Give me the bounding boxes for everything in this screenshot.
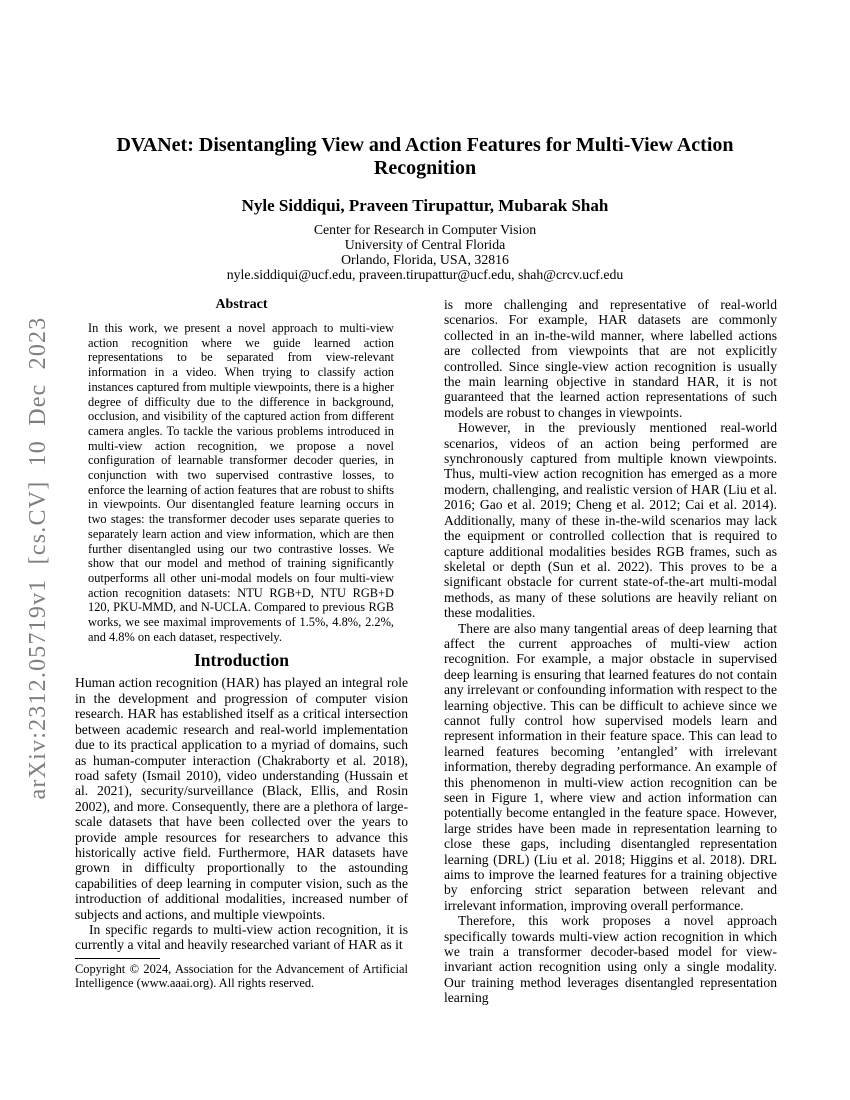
abstract-text: In this work, we present a novel approach to multi-view action recognition where we guide learned action representations to be separated from view-relevant information in a video. When trying to classify action instances captured from multiple viewpoints, there is a higher degree of difficulty due to the difference in background, occlusion, and visibility of the captured action from different camera angles. To tackle the various problems introduced in multi-view action recognition, we propose a novel configuration of learnable transformer decoder queries, in conjunction with two supervised contrastive losses, to enforce the learning of action features that are robust to shifts in viewpoints. Our disentangled feature learning occurs in two stages: the transformer decoder uses separate queries to separately learn action and view information, which are then further disentangled using our two contrastive losses. We show that our model and method of training significantly outperforms all other uni-modal models on four multi-view action recognition datasets: NTU RGB+D, NTU RGB+D 120, PKU-MMD, and N-UCLA. Compared to previous RGB works, we see maximal improvements of 1.5%, 4.8%, 2.2%, and 4.8% on each dataset, respectively. [88,321,394,644]
right-column-paragraph-3: There are also many tangential areas of deep learning that affect the current approaches of multi-view action recognition. For example, a major obstacle in supervised deep learning is ensuring that learned features do not contain any irrelevant or confounding information with respect to the learning objective. This can be difficult to achieve since we cannot fully control how supervised models learn and represent information in their feature space. This can lead to learned features becoming ’entangled’ with irrelevant information, thereby degrading performance. An example of this phenomenon in multi-view action recognition can be seen in Figure 1, where view and action information can potentially become entangled in the feature space. However, large strides have been made in representation learning to close these gaps, including disentangled representation learning (DRL) (Liu et al. 2018; Higgins et al. 2018). DRL aims to improve the learned features for a training objective by enforcing strict separation between relevant and irrelevant information, improving overall performance. [444,620,777,913]
affiliation-line-1: Center for Research in Computer Vision [313,222,537,237]
affiliation-line-2: University of Central Florida [344,237,506,252]
introduction-heading: Introduction [194,650,289,671]
affiliation-block [75,222,775,267]
introduction-paragraph-1: Human action recognition (HAR) has played an integral role in the development and progression of computer vision research. HAR has established itself as a critical intersection between academic research and real-world implementation due to its practical application to a myriad of domains, such as human-computer interaction (Chakraborty et al. 2018), road safety (Ismail 2010), video understanding (Hussain et al. 2021), security/surveillance (Black, Ellis, and Rosin 2002), and more. Consequently, there are a plethora of large-scale datasets that have been collected over the years to provide ample resources for researchers to advance this historically active field. Furthermore, HAR datasets have grown in difficulty proportionally to the astounding capabilities of deep learning in computer vision, such as the introduction of additional modalities, increased number of subjects and actions, and multiple viewpoints. [75,675,408,922]
abstract-heading: Abstract [215,297,268,312]
paper-title-line-1: DVANet: Disentangling View and Action Features for Multi-View Action [116,134,734,156]
arxiv-watermark: arXiv:2312.05719v1 [cs.CV] 10 Dec 2023 [25,316,51,800]
right-column-paragraph-1: is more challenging and representative of real-world scenarios. For example, HAR datasets are commonly collected in an in-the-wild manner, where labelled actions are collected from viewpoints that are not explicitly controlled. Since single-view action recognition is usually the main learning objective in standard HAR, it is not guaranteed that the learned action representations of such models are robust to changes in viewpoints. [444,297,777,420]
footnote-rule [75,958,160,959]
right-column-paragraph-2: However, in the previously mentioned real-world scenarios, videos of an action being performed are synchronously captured from multiple known viewpoints. Thus, multi-view action recognition has emerged as a more modern, challenging, and realistic version of HAR (Liu et al. 2016; Gao et al. 2019; Cheng et al. 2012; Cai et al. 2014). Additionally, many of these in-the-wild scenarios may lack the equipment or controlled collection that is required to capture additional modalities besides RGB frames, such as skeletal or depth (Sun et al. 2022). This proves to be a significant obstacle for current state-of-the-art multi-modal methods, as many of these solutions are heavily reliant on these modalities. [444,420,777,621]
introduction-paragraph-2: In specific regards to multi-view action recognition, it is currently a vital and heavily researched variant of HAR as it [75,921,408,953]
paper-title-line-2: Recognition [373,157,477,179]
author-list: Nyle Siddiqui, Praveen Tirupattur, Mubarak Shah [241,196,609,215]
author-emails: nyle.siddiqui@ucf.edu, praveen.tirupattur@ucf.edu, shah@crcv.ucf.edu [226,267,624,282]
left-column [75,297,408,990]
right-column [444,297,777,1006]
right-column-paragraph-4: Therefore, this work proposes a novel approach specifically towards multi-view action recognition in which we train a transformer decoder-based model for view-invariant action recognition using only a single modality. Our training method leverages disentangled representation learning [444,913,777,1006]
paper-title [75,134,775,180]
copyright-footnote [75,958,408,991]
paper-header [75,134,775,282]
copyright-text: Copyright © 2024, Association for the Advancement of Artificial Intelligence (www.aaai.org). All rights reserved. [75,961,408,991]
affiliation-line-3: Orlando, Florida, USA, 32816 [341,252,509,267]
